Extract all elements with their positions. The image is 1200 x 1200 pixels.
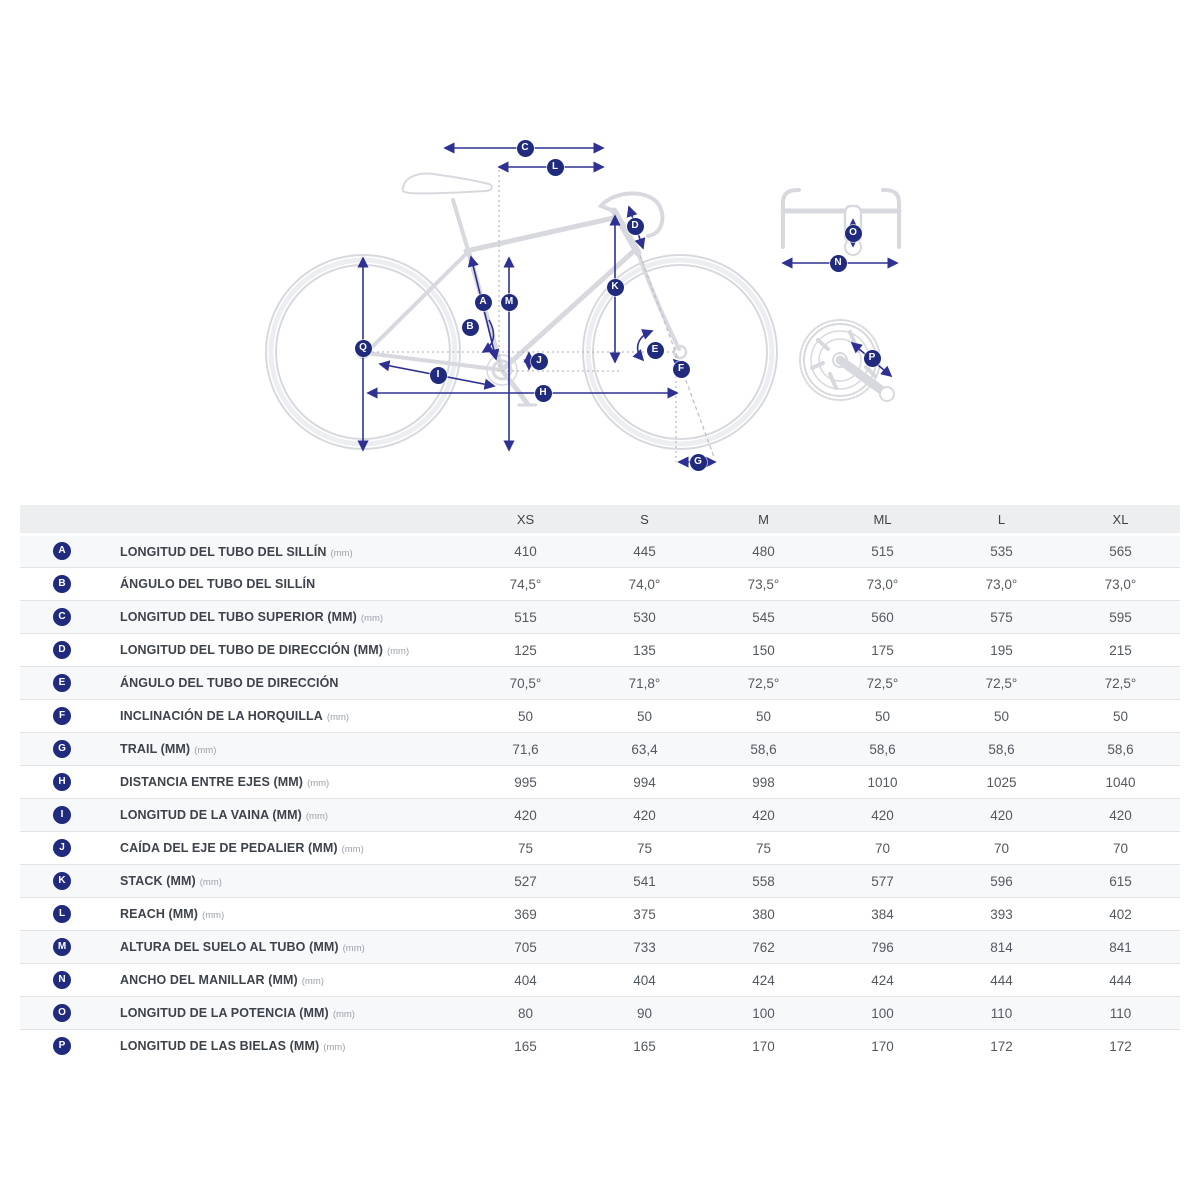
row-badge-cell (20, 766, 104, 799)
value-c-l: 575 (990, 609, 1013, 625)
value-a-xl: 565 (1109, 544, 1132, 559)
row-label-cell (104, 931, 466, 964)
row-unit: (mm) (386, 646, 410, 657)
value-o-s: 90 (636, 1005, 653, 1021)
value-l-xs: 369 (514, 906, 537, 922)
value-p-xs: 165 (514, 1038, 537, 1054)
table-row-a (20, 535, 1180, 568)
value-b-xs: 74,5° (509, 576, 542, 592)
row-letter-badge-l: L (53, 905, 71, 923)
value-p-xl: 172 (1109, 1038, 1132, 1054)
row-label: STACK (MM) (120, 874, 196, 888)
row-label: LONGITUD DEL TUBO SUPERIOR (MM) (120, 610, 357, 624)
row-letter-badge-g: G (53, 740, 71, 758)
row-label-cell (104, 733, 466, 766)
diagram-marker-f: F (673, 361, 690, 378)
table-row-f (20, 700, 1180, 733)
row-label: CAÍDA DEL EJE DE PEDALIER (MM) (120, 841, 338, 855)
diagram-marker-o: O (845, 225, 862, 242)
size-header-row (20, 505, 1180, 535)
value-e-m: 72,5° (747, 675, 780, 691)
value-d-xl: 215 (1109, 642, 1132, 658)
value-n-l: 444 (990, 972, 1013, 988)
row-badge-cell (20, 1030, 104, 1063)
value-e-l: 72,5° (985, 675, 1018, 691)
row-letter-badge-a: A (53, 542, 71, 560)
row-badge-cell (20, 733, 104, 766)
value-j-s: 75 (636, 840, 653, 856)
row-letter-badge-n: N (53, 971, 71, 989)
value-e-xl: 72,5° (1104, 675, 1137, 691)
geometry-table (20, 505, 1180, 1063)
diagram-marker-m: M (501, 294, 518, 311)
row-unit: (mm) (194, 745, 217, 756)
diagram-marker-k: K (607, 279, 624, 296)
row-badge-cell (20, 799, 104, 832)
value-l-s: 375 (633, 906, 656, 922)
value-e-s: 71,8° (628, 675, 661, 691)
table-row-h (20, 766, 1180, 799)
table-row-g (20, 733, 1180, 766)
row-label-cell (104, 997, 466, 1030)
row-badge-cell (20, 898, 104, 931)
row-label: ALTURA DEL SUELO AL TUBO (MM) (120, 940, 339, 954)
table-row-b (20, 568, 1180, 601)
row-label-cell (104, 865, 466, 898)
row-unit: (mm) (332, 1009, 355, 1020)
value-g-ml: 58,6 (869, 741, 896, 757)
value-g-s: 63,4 (631, 741, 658, 757)
value-j-xs: 75 (517, 840, 534, 856)
value-b-xl: 73,0° (1104, 576, 1137, 592)
value-g-l: 58,6 (988, 741, 1015, 757)
value-n-xs: 404 (514, 972, 537, 988)
value-b-s: 74,0° (628, 576, 661, 592)
value-m-l: 814 (990, 939, 1013, 955)
row-label-cell (104, 1030, 466, 1063)
table-row-o (20, 997, 1180, 1030)
value-f-m: 50 (755, 708, 772, 724)
row-label-cell (104, 667, 466, 700)
value-f-xl: 50 (1112, 708, 1129, 724)
diagram-marker-q: Q (355, 340, 372, 357)
value-o-xl: 110 (1109, 1005, 1132, 1021)
value-l-ml: 384 (871, 906, 894, 922)
value-h-s: 994 (633, 774, 656, 790)
row-unit: (mm) (341, 844, 364, 855)
size-column-header-ml: ML (823, 505, 942, 535)
row-letter-badge-f: F (53, 707, 71, 725)
value-c-s: 530 (633, 609, 656, 625)
value-k-l: 596 (990, 873, 1013, 889)
value-p-l: 172 (990, 1038, 1013, 1054)
value-n-s: 404 (633, 972, 656, 988)
diagram-marker-layer (0, 0, 1200, 505)
row-letter-badge-c: C (53, 608, 71, 626)
value-a-m: 480 (752, 544, 775, 559)
row-unit: (mm) (301, 976, 324, 987)
row-unit: (mm) (202, 910, 225, 921)
diagram-marker-g: G (690, 454, 707, 471)
diagram-marker-d: D (627, 218, 644, 235)
value-i-xs: 420 (514, 807, 537, 823)
diagram-marker-p: P (864, 350, 881, 367)
value-c-ml: 560 (871, 609, 894, 625)
table-row-j (20, 832, 1180, 865)
value-b-l: 73,0° (985, 576, 1018, 592)
value-p-s: 165 (633, 1038, 656, 1054)
row-label: TRAIL (MM) (120, 742, 191, 756)
value-d-xs: 125 (514, 642, 537, 658)
value-m-xl: 841 (1109, 939, 1132, 955)
row-letter-badge-e: E (53, 674, 71, 692)
value-d-m: 150 (752, 642, 775, 658)
value-c-m: 545 (752, 609, 775, 625)
value-o-m: 100 (752, 1005, 775, 1021)
bike-geometry-diagram (0, 0, 1200, 505)
size-column-header-l: L (942, 505, 1061, 535)
value-c-xs: 515 (514, 609, 537, 625)
value-f-l: 50 (993, 708, 1010, 724)
row-badge-cell (20, 535, 104, 568)
value-k-s: 541 (633, 873, 656, 889)
table-row-m (20, 931, 1180, 964)
diagram-marker-n: N (830, 255, 847, 272)
row-badge-cell (20, 700, 104, 733)
row-label-cell (104, 568, 466, 601)
value-b-ml: 73,0° (866, 576, 899, 592)
row-letter-badge-h: H (53, 773, 71, 791)
row-badge-cell (20, 634, 104, 667)
value-o-l: 110 (990, 1005, 1013, 1021)
value-j-ml: 70 (874, 840, 891, 856)
value-l-l: 393 (990, 906, 1013, 922)
row-label-cell (104, 766, 466, 799)
value-p-m: 170 (752, 1038, 775, 1054)
value-a-ml: 515 (871, 544, 894, 559)
value-a-xs: 410 (514, 544, 537, 559)
row-label-cell (104, 964, 466, 997)
diagram-marker-a: A (475, 294, 492, 311)
value-i-ml: 420 (871, 807, 894, 823)
value-m-ml: 796 (871, 939, 894, 955)
table-row-l (20, 898, 1180, 931)
value-o-ml: 100 (871, 1005, 894, 1021)
value-d-l: 195 (990, 642, 1013, 658)
diagram-marker-b: B (462, 319, 479, 336)
header-label-spacer (104, 505, 466, 535)
row-letter-badge-o: O (53, 1004, 71, 1022)
table-row-e (20, 667, 1180, 700)
value-g-m: 58,6 (750, 741, 777, 757)
row-label: LONGITUD DEL TUBO DE DIRECCIÓN (MM) (120, 643, 383, 657)
value-n-xl: 444 (1109, 972, 1132, 988)
row-unit: (mm) (307, 778, 330, 789)
value-a-l: 535 (990, 544, 1013, 559)
row-label-cell (104, 535, 466, 568)
table-row-n (20, 964, 1180, 997)
header-badge-spacer (20, 505, 104, 535)
row-unit: (mm) (326, 712, 350, 723)
table-row-k (20, 865, 1180, 898)
table-row-i (20, 799, 1180, 832)
row-unit: (mm) (360, 613, 384, 624)
row-label: LONGITUD DE LA POTENCIA (MM) (120, 1006, 329, 1020)
diagram-marker-c: C (517, 140, 534, 157)
size-column-header-xs: XS (466, 505, 585, 535)
value-l-m: 380 (752, 906, 775, 922)
row-label-cell (104, 601, 466, 634)
row-letter-badge-i: I (53, 806, 71, 824)
value-g-xs: 71,6 (512, 741, 539, 757)
value-f-ml: 50 (874, 708, 891, 724)
value-h-l: 1025 (986, 774, 1017, 790)
row-label-cell (104, 799, 466, 832)
value-g-xl: 58,6 (1107, 741, 1134, 757)
row-label: ÁNGULO DEL TUBO DE DIRECCIÓN (120, 676, 339, 690)
row-badge-cell (20, 865, 104, 898)
row-badge-cell (20, 964, 104, 997)
diagram-marker-h: H (535, 385, 552, 402)
table-row-d (20, 634, 1180, 667)
row-label-cell (104, 832, 466, 865)
value-i-m: 420 (752, 807, 775, 823)
row-label: ÁNGULO DEL TUBO DEL SILLÍN (120, 577, 316, 591)
row-unit: (mm) (342, 943, 365, 954)
value-e-xs: 70,5° (509, 675, 542, 691)
value-m-xs: 705 (514, 939, 537, 955)
row-label: REACH (MM) (120, 907, 199, 921)
value-k-m: 558 (752, 873, 775, 889)
row-label: ANCHO DEL MANILLAR (MM) (120, 973, 298, 987)
row-unit: (mm) (323, 1042, 346, 1054)
row-label: INCLINACIÓN DE LA HORQUILLA (120, 709, 323, 723)
row-label-cell (104, 898, 466, 931)
table-row-c (20, 601, 1180, 634)
row-letter-badge-p: P (53, 1037, 71, 1055)
row-letter-badge-m: M (53, 938, 71, 956)
row-label: LONGITUD DEL TUBO DEL SILLÍN (120, 544, 327, 559)
row-unit: (mm) (199, 877, 222, 888)
row-unit: (mm) (305, 811, 329, 822)
value-o-xs: 80 (517, 1005, 534, 1021)
row-badge-cell (20, 667, 104, 700)
size-column-header-xl: XL (1061, 505, 1180, 535)
value-h-m: 998 (752, 774, 775, 790)
row-badge-cell (20, 997, 104, 1030)
row-badge-cell (20, 601, 104, 634)
value-h-xl: 1040 (1105, 774, 1136, 790)
value-k-ml: 577 (871, 873, 894, 889)
value-i-l: 420 (990, 807, 1013, 823)
row-letter-badge-j: J (53, 839, 71, 857)
row-letter-badge-b: B (53, 575, 71, 593)
value-e-ml: 72,5° (866, 675, 899, 691)
row-label: DISTANCIA ENTRE EJES (MM) (120, 775, 304, 789)
value-a-s: 445 (633, 544, 656, 559)
value-m-m: 762 (752, 939, 775, 955)
row-label: LONGITUD DE LAS BIELAS (MM) (120, 1039, 320, 1054)
row-badge-cell (20, 568, 104, 601)
value-j-xl: 70 (1112, 840, 1129, 856)
value-f-xs: 50 (517, 708, 534, 724)
table-row-p (20, 1030, 1180, 1063)
value-b-m: 73,5° (747, 576, 780, 592)
value-i-s: 420 (633, 807, 656, 823)
size-column-header-s: S (585, 505, 704, 535)
row-label-cell (104, 634, 466, 667)
value-d-ml: 175 (871, 642, 894, 658)
row-badge-cell (20, 832, 104, 865)
diagram-marker-l: L (547, 159, 564, 176)
value-d-s: 135 (633, 642, 656, 658)
row-letter-badge-k: K (53, 872, 71, 890)
row-badge-cell (20, 931, 104, 964)
diagram-marker-e: E (647, 342, 664, 359)
value-k-xl: 615 (1109, 873, 1132, 889)
value-l-xl: 402 (1109, 906, 1132, 922)
value-f-s: 50 (636, 708, 653, 724)
diagram-marker-i: I (430, 367, 447, 384)
value-n-m: 424 (752, 972, 775, 988)
value-j-m: 75 (755, 840, 772, 856)
size-column-header-m: M (704, 505, 823, 535)
value-i-xl: 420 (1109, 807, 1132, 823)
value-h-xs: 995 (514, 774, 537, 790)
value-p-ml: 170 (871, 1038, 894, 1054)
row-label-cell (104, 700, 466, 733)
row-letter-badge-d: D (53, 641, 71, 659)
value-h-ml: 1010 (867, 774, 898, 790)
value-m-s: 733 (633, 939, 656, 955)
value-n-ml: 424 (871, 972, 894, 988)
row-unit: (mm) (330, 547, 353, 559)
value-k-xs: 527 (514, 873, 537, 889)
row-label: LONGITUD DE LA VAINA (MM) (120, 808, 302, 822)
value-j-l: 70 (993, 840, 1010, 856)
value-c-xl: 595 (1109, 609, 1132, 625)
diagram-marker-j: J (531, 353, 548, 370)
